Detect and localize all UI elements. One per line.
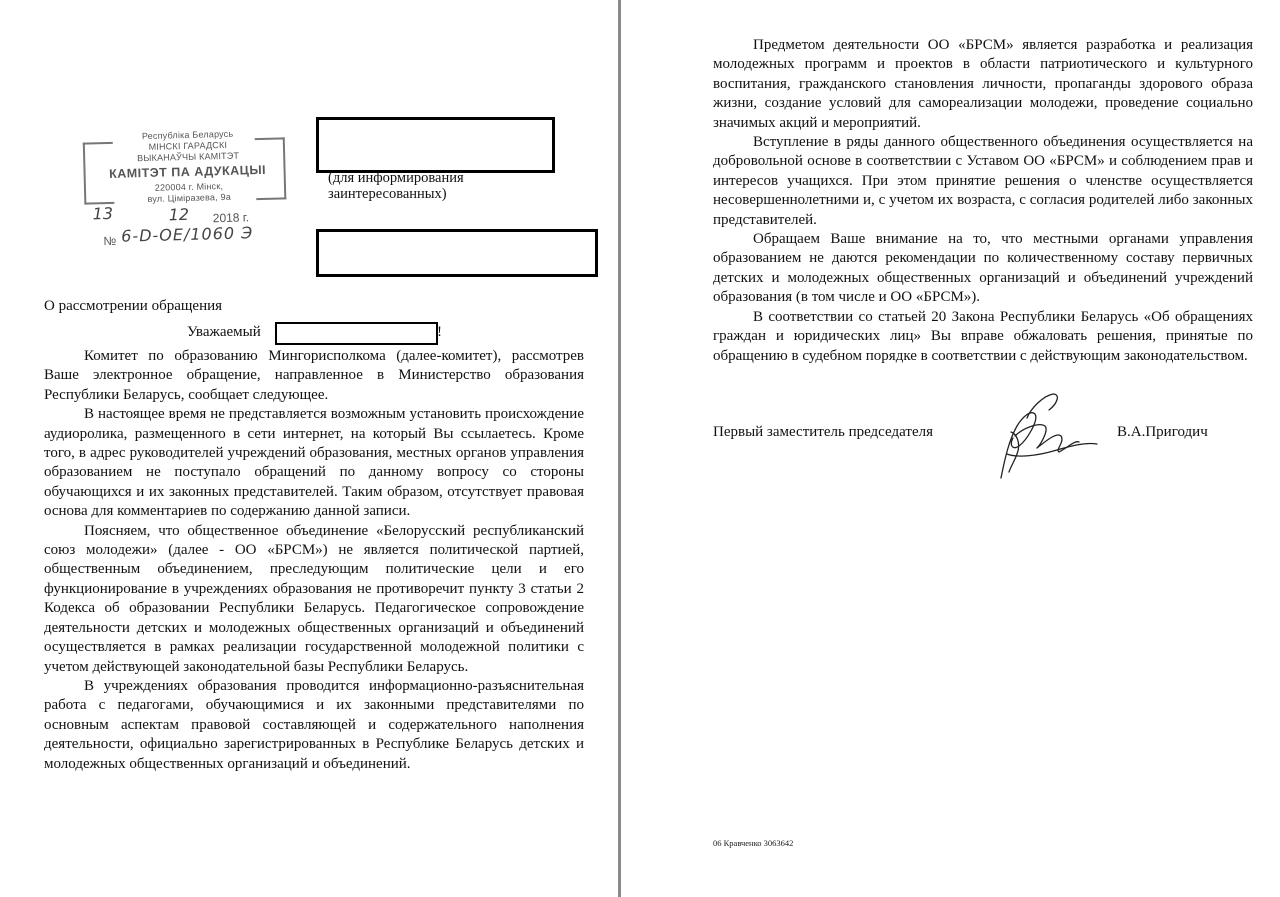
stamp-line-3: ВЫКАНАЎЧЫ КАМІТЭТ <box>137 150 240 164</box>
paragraph: Вступление в ряды данного общественного объединения осуществляется на добровольной основе в соответствии с Уставом ОО «БРСМ» и соблюдением прав и интересов учащихся. При этом принятие решения о членстве осуществляется несовершеннолетними и, с учетом их возраста, с согласия родителей либо законных представителей. <box>713 134 1253 228</box>
letter-body-page-1 <box>44 347 584 774</box>
paragraph: Предметом деятельности ОО «БРСМ» является разработка и реализация молодежных программ и проектов в области патриотического и культурного воспитания, гражданского становления личности, пропаганды здорового образа жизни, создание условий для самореализации молодежи, проведение социально значимых акций и мероприятий. <box>713 37 1253 131</box>
stamp-date-year: 2018 г. <box>212 210 250 226</box>
paragraph: Поясняем, что общественное объединение «Белорусский республиканский союз молодежи» (далее - ОО «БРСМ») не является политической партией, общественным объединением, преследующим политические цели и его функционирование в учреждениях образования не противоречит пункту 3 статьи 2 Кодекса об образовании Республики Беларусь. Педагогическое сопровождение деятельности детских и молодежных общественных организаций и объединений осуществляется в рамках реализации государственной молодежной политики с учетом действующей законодательной базы Республики Беларусь. <box>44 522 584 675</box>
stamp-line-1: Республіка Беларусь <box>141 128 234 142</box>
paragraph: Комитет по образованию Мингорисполкома (далее-комитет), рассмотрев Ваше электронное обращение, направленное в Министерство образования Республики Беларусь, сообщает следующее. <box>44 348 584 403</box>
handwritten-signature <box>987 388 1107 484</box>
redacted-block-addressee <box>316 117 555 173</box>
signer-title: Первый заместитель председателя <box>713 424 933 440</box>
stamp-number-prefix: № <box>103 233 117 249</box>
signer-name: В.А.Пригодич <box>1117 424 1208 440</box>
stamp-line-2: МІНСКІ ГАРАДСКІ <box>148 139 228 152</box>
stamp-date-day: 13 <box>92 203 114 224</box>
stamp-line-6: вул. Ціміразева, 9а <box>147 191 232 204</box>
footer-note: 06 Кравченко 3063642 <box>713 838 794 848</box>
stamp-number: 6-D-OE/1060 Э <box>120 223 254 246</box>
redacted-name <box>275 322 438 345</box>
letter-subject: О рассмотрении обращения <box>44 298 223 314</box>
paragraph: В учреждениях образования проводится информационно-разъяснительная работа с педагогами, обучающимися и их законными представителями по основным аспектам правовой составляющей и содержательного наполнения деятельности, официально зарегистрированных в Республике Беларусь детских и молодежных общественных организаций и объединений. <box>44 677 584 772</box>
paragraph: В настоящее время не представляется возможным установить происхождение аудиоролика, размещенного в сети интернет, на который Вы ссылаетесь. Кроме того, в адрес руководителей учреждений образования, местных органов управления образованием не поступало обращений по данному вопросу со стороны обучающихся и их законных представителей. Таким образом, отсутствует правовая основа для комментариев по содержанию данной записи. <box>44 406 584 520</box>
greeting-suffix: ! <box>437 324 442 340</box>
letter-page-1 <box>0 0 618 897</box>
paragraph: В соответствии со статьей 20 Закона Республики Беларусь «Об обращениях граждан и юридических лиц» Вы вправе обжаловать решения, принятые по обращению в судебном порядке в соответствии с действующим законодательством. <box>713 308 1253 364</box>
stamp-line-4: КАМІТЭТ ПА АДУКАЦЫІ <box>108 162 267 181</box>
letter-body-page-2 <box>713 36 1253 366</box>
paragraph: Обращаем Ваше внимание на то, что местными органами управления образованием не даются рекомендации по количественному составу первичных детских и молодежных общественных организаций и объединений учреждений образования (в том числе и ОО «БРСМ»). <box>713 231 1253 306</box>
letter-page-2 <box>621 0 1280 897</box>
greeting-prefix: Уважаемый <box>187 324 261 340</box>
stamp-date-month: 12 <box>168 204 190 225</box>
registration-stamp <box>82 121 287 254</box>
addressee-note: (для информирования заинтересованных) <box>328 170 464 202</box>
redacted-block-address <box>316 229 598 277</box>
stamp-line-5: 220004 г. Мінск, <box>154 181 224 193</box>
